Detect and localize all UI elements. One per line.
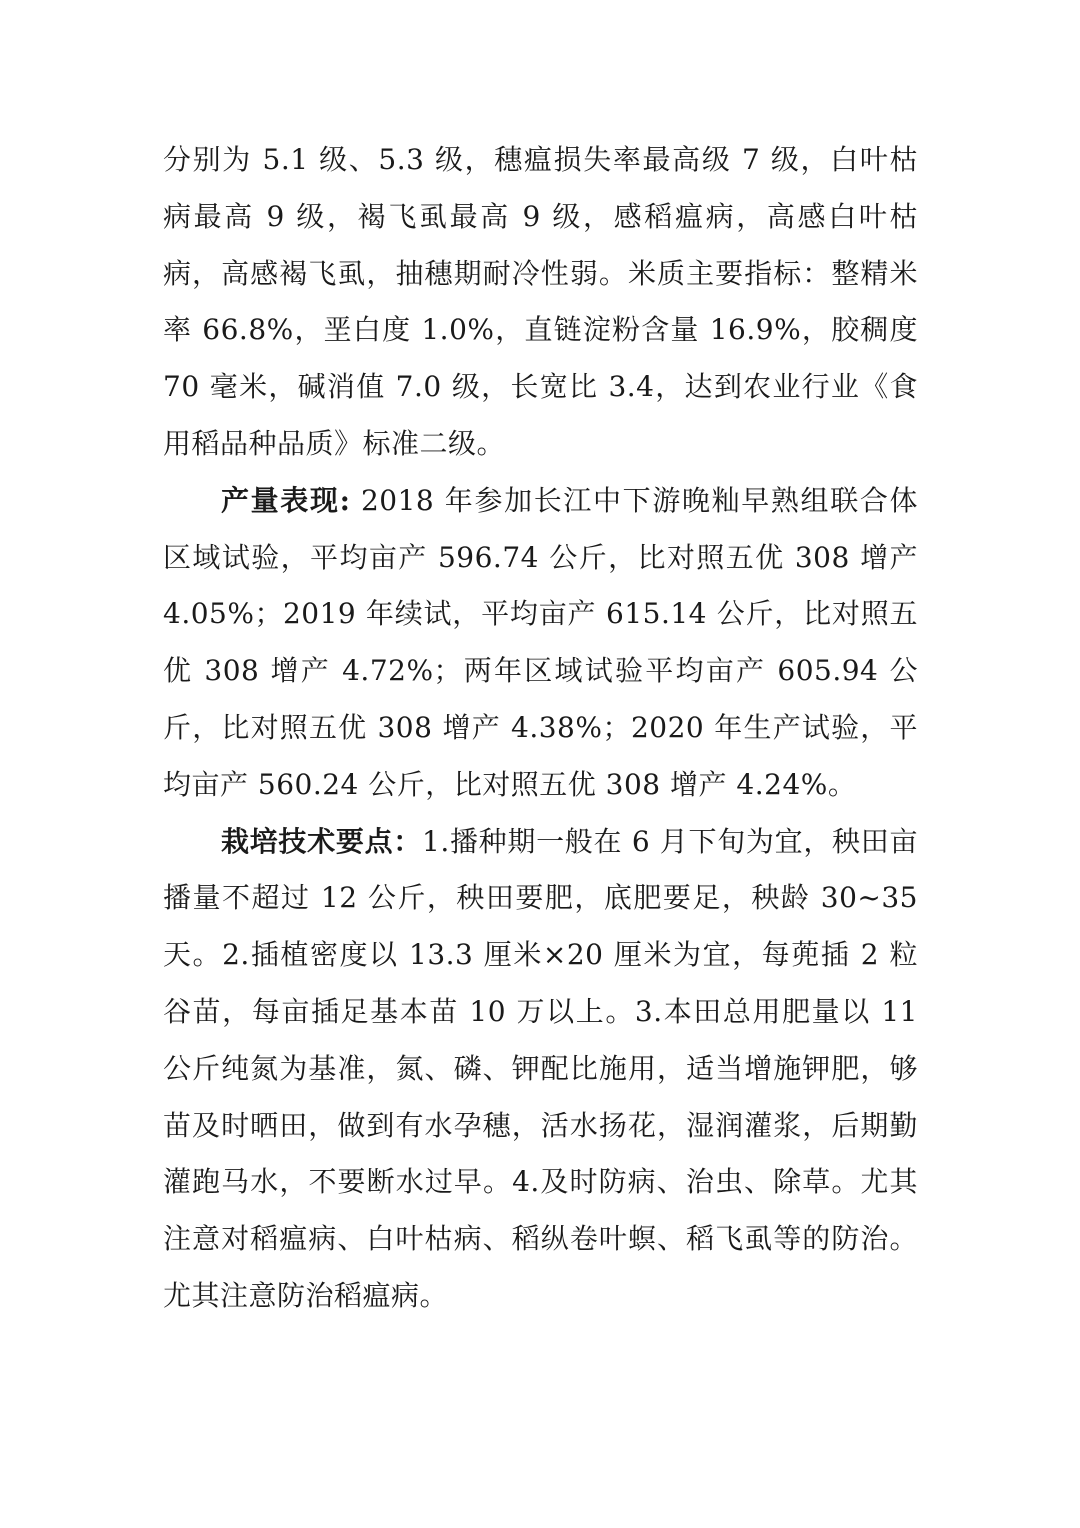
document-page	[163, 132, 918, 1325]
paragraph-yield-performance	[163, 473, 918, 814]
paragraph-resistance-quality	[163, 132, 918, 473]
paragraph-cultivation-points	[163, 814, 918, 1325]
paragraph-text: 1.播种期一般在 6 月下旬为宜，秧田亩播量不超过 12 公斤，秧田要肥，底肥要足，秧龄 30~35 天。2.插植密度以 13.3 厘米×20 厘米为宜，每蔸插 2 粒谷苗，每亩插足基本苗 10 万以上。3.本田总用肥量以 11 公斤纯氮为基准，氮、磷、钾配比施用，适当增施钾肥，够苗及时晒田，做到有水孕穗，活水扬花，湿润灌浆，后期勤灌跑马水，不要断水过早。4.及时防病、治虫、除草。尤其注意对稻瘟病、白叶枯病、稻纵卷叶螟、稻飞虱等的防治。尤其注意防治稻瘟病。	[163, 824, 918, 1312]
paragraph-text: 2018 年参加长江中下游晚籼早熟组联合体区域试验，平均亩产 596.74 公斤，比对照五优 308 增产 4.05%；2019 年续试，平均亩产 615.14 公斤，比对照五优 308 增产 4.72%；两年区域试验平均亩产 605.94 公斤，比对照五优 308 增产 4.38%；2020 年生产试验，平均亩产 560.24 公斤，比对照五优 308 增产 4.24%。	[163, 483, 919, 801]
paragraph-heading: 产量表现:	[221, 483, 351, 517]
paragraph-heading: 栽培技术要点：	[221, 824, 423, 858]
paragraph-text: 分别为 5.1 级、5.3 级，穗瘟损失率最高级 7 级，白叶枯病最高 9 级，褐飞虱最高 9 级，感稻瘟病，高感白叶枯病，高感褐飞虱，抽穗期耐冷性弱。米质主要指标：整精米率 66.8%，垩白度 1.0%，直链淀粉含量 16.9%，胶稠度 70 毫米，碱消值 7.0 级，长宽比 3.4，达到农业行业《食用稻品种品质》标准二级。	[163, 143, 918, 460]
